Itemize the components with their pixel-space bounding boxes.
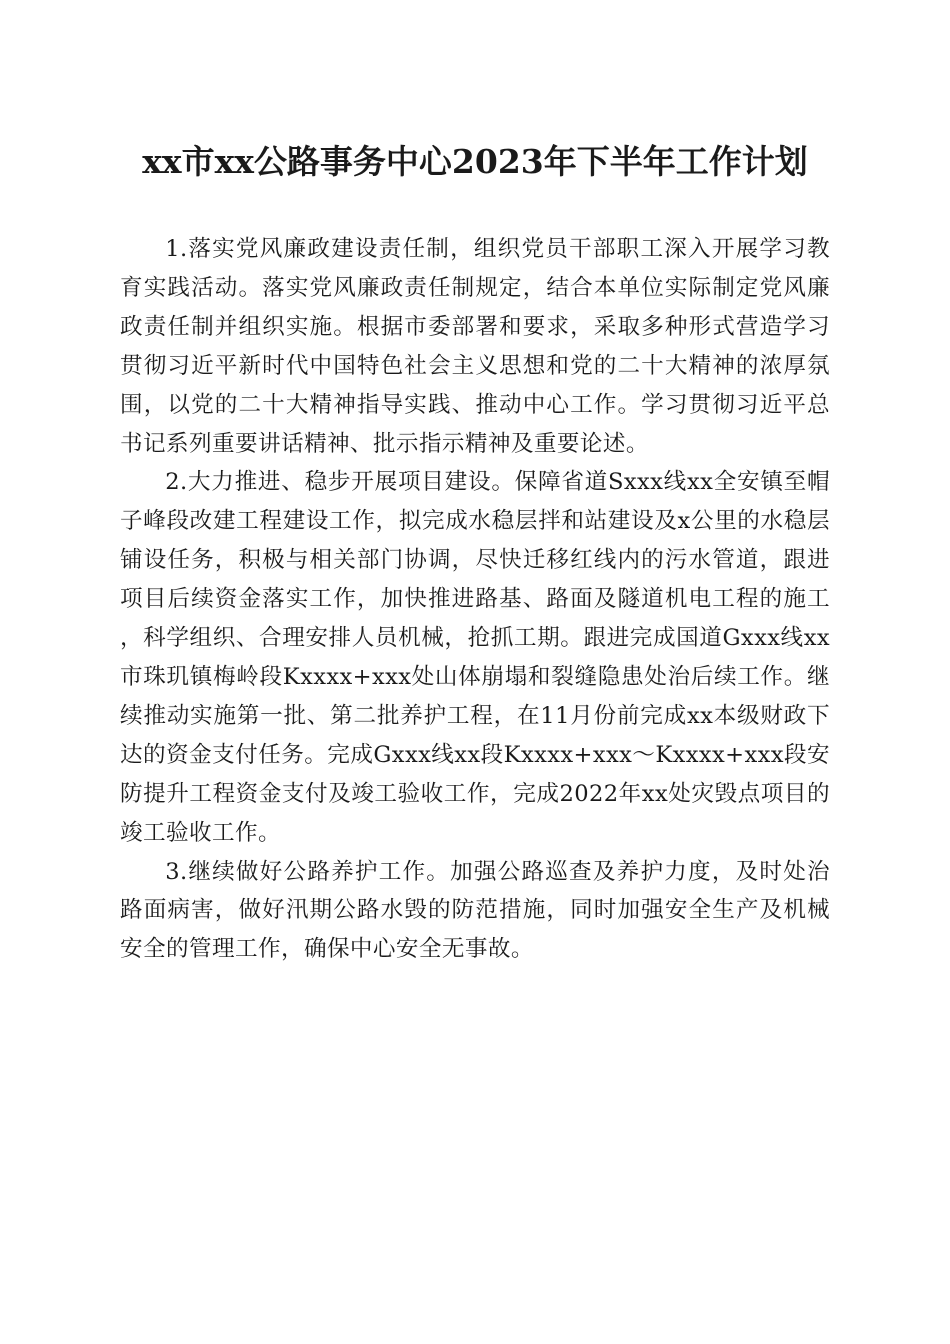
- paragraph-2: 2.大力推进、稳步开展项目建设。保障省道Sxxx线xx全安镇至帽子峰段改建工程建设工作，拟完成水稳层拌和站建设及x公里的水稳层铺设任务，积极与相关部门协调，尽快迁移红线内的污水管道，跟进项目后续资金落实工作，加快推进路基、路面及隧道机电工程的施工，科学组织、合理安排人员机械，抢抓工期。跟进完成国道Gxxx线xx市珠玑镇梅岭段Kxxxx+xxx处山体崩塌和裂缝隐患处治后续工作。继续推动实施第一批、第二批养护工程，在11月份前完成xx本级财政下达的资金支付任务。完成Gxxx线xx段Kxxxx+xxx～Kxxxx+xxx段安防提升工程资金支付及竣工验收工作，完成2022年xx处灾毁点项目的竣工验收工作。: [120, 469, 830, 846]
- paragraph-3: 3.继续做好公路养护工作。加强公路巡查及养护力度，及时处治路面病害，做好汛期公路水毁的防范措施，同时加强安全生产及机械安全的管理工作，确保中心安全无事故。: [120, 858, 830, 963]
- paragraph-1: 1.落实党风廉政建设责任制，组织党员干部职工深入开展学习教育实践活动。落实党风廉政责任制规定，结合本单位实际制定党风廉政责任制并组织实施。根据市委部署和要求，采取多种形式营造学习贯彻习近平新时代中国特色社会主义思想和党的二十大精神的浓厚氛围，以党的二十大精神指导实践、推动中心工作。学习贯彻习近平总书记系列重要讲话精神、批示指示精神及重要论述。: [120, 236, 830, 457]
- document-body: [120, 230, 830, 969]
- document-title: xx市xx公路事务中心2023年下半年工作计划: [142, 142, 808, 181]
